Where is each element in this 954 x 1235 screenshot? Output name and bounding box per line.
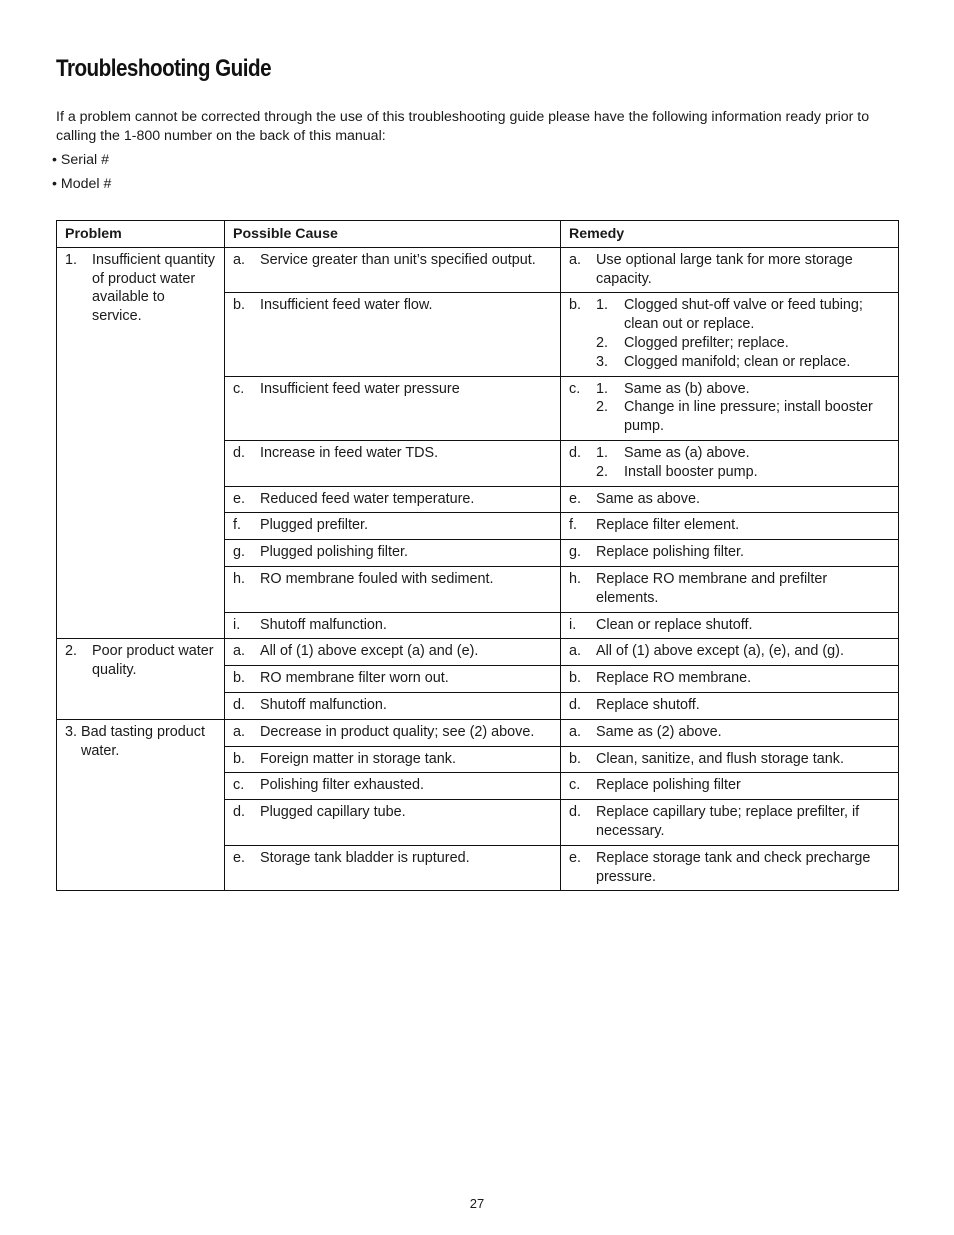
problem-item [65, 642, 216, 680]
remedy-item [569, 669, 890, 688]
cause-item [233, 803, 552, 822]
remedy-cell [561, 692, 899, 719]
remedy-sublist [596, 380, 890, 436]
problem-cell [57, 719, 225, 891]
header-remedy: Remedy [561, 221, 899, 248]
problem-item [65, 251, 216, 326]
cause-item [233, 723, 552, 742]
remedy-text: Same as (2) above. [596, 723, 722, 740]
remedy-cell [561, 746, 899, 773]
bullet-model: • Model # [52, 176, 112, 192]
problem-cell [57, 247, 225, 639]
remedy-item [569, 723, 890, 742]
problem-number: 2. [65, 643, 78, 660]
cause-text: Shutoff malfunction. [260, 696, 387, 713]
remedy-letter: d. [569, 804, 582, 821]
problem-number: 1. [65, 251, 78, 268]
remedy-text: Replace filter element. [596, 517, 740, 534]
remedy-item [569, 516, 890, 535]
table-row [57, 247, 899, 293]
cause-cell [225, 800, 561, 846]
bullet-serial: • Serial # [52, 152, 110, 168]
cause-cell [225, 247, 561, 293]
remedy-item [569, 776, 890, 795]
remedy-text: Replace RO membrane. [596, 670, 752, 687]
remedy-item [569, 616, 890, 635]
remedy-letter: g. [569, 544, 582, 561]
remedy-letter: d. [569, 444, 582, 461]
cause-text: Foreign matter in storage tank. [260, 750, 456, 767]
remedy-item [569, 490, 890, 509]
cause-cell [225, 746, 561, 773]
cause-text: Shutoff malfunction. [260, 616, 387, 633]
cause-text: Plugged capillary tube. [260, 804, 406, 821]
remedy-subitem [596, 334, 890, 353]
header-possible-cause: Possible Cause [225, 221, 561, 248]
page-title: Troubleshooting Guide [56, 55, 272, 82]
remedy-item [569, 543, 890, 562]
remedy-text: Replace storage tank and check precharge pressure. [596, 849, 871, 885]
cause-item [233, 776, 552, 795]
remedy-subitem [596, 398, 890, 436]
cause-cell [225, 845, 561, 891]
remedy-cell [561, 293, 899, 376]
cause-letter: h. [233, 570, 246, 587]
cause-text: All of (1) above except (a) and (e). [260, 643, 479, 660]
cause-text: Plugged prefilter. [260, 517, 368, 534]
remedy-letter: a. [569, 251, 582, 268]
cause-text: Decrease in product quality; see (2) above. [260, 723, 535, 740]
remedy-item [569, 444, 890, 482]
cause-text: RO membrane filter worn out. [260, 670, 449, 687]
remedy-letter: b. [569, 750, 582, 767]
cause-text: Insufficient feed water flow. [260, 297, 433, 314]
remedy-text: Use optional large tank for more storage capacity. [596, 251, 853, 287]
remedy-subnumber: 2. [596, 399, 609, 416]
cause-letter: b. [233, 297, 246, 314]
cause-item [233, 849, 552, 868]
cause-letter: c. [233, 777, 245, 794]
cause-text: Increase in feed water TDS. [260, 444, 439, 461]
cause-letter: i. [233, 616, 241, 633]
cause-item [233, 444, 552, 463]
remedy-item [569, 296, 890, 371]
remedy-cell [561, 376, 899, 440]
table-body [57, 247, 899, 891]
remedy-cell [561, 440, 899, 486]
remedy-item [569, 849, 890, 887]
remedy-item [569, 251, 890, 289]
cause-letter: g. [233, 544, 246, 561]
cause-cell [225, 440, 561, 486]
cause-letter: e. [233, 849, 246, 866]
remedy-text: All of (1) above except (a), (e), and (g). [596, 643, 844, 660]
cause-letter: f. [233, 517, 241, 534]
remedy-subitem [596, 463, 890, 482]
remedy-cell [561, 612, 899, 639]
problem-text: Poor product water quality. [92, 643, 214, 679]
remedy-text: Replace capillary tube; replace prefilter, if necessary. [596, 804, 860, 839]
cause-letter: e. [233, 490, 246, 507]
remedy-letter: a. [569, 723, 582, 740]
remedy-item [569, 642, 890, 661]
cause-text: Polishing filter exhausted. [260, 777, 424, 794]
remedy-text: Same as above. [596, 490, 700, 507]
cause-item [233, 516, 552, 535]
remedy-subnumber: 1. [596, 444, 609, 461]
remedy-letter: i. [569, 616, 577, 633]
cause-item [233, 490, 552, 509]
remedy-text: Clean or replace shutoff. [596, 616, 753, 633]
cause-item [233, 696, 552, 715]
remedy-subitem [596, 353, 890, 372]
cause-text: Service greater than unit’s specified output. [260, 251, 536, 268]
cause-letter: a. [233, 251, 246, 268]
cause-letter: b. [233, 750, 246, 767]
problem-text: 3. Bad tasting product water. [65, 723, 205, 759]
cause-item [233, 570, 552, 589]
cause-letter: a. [233, 723, 246, 740]
remedy-cell [561, 486, 899, 513]
cause-cell [225, 612, 561, 639]
remedy-text: Replace polishing filter. [596, 544, 744, 561]
page-number: 27 [469, 1196, 485, 1211]
remedy-subtext: Change in line pressure; install booster pump. [624, 399, 873, 435]
cause-cell [225, 773, 561, 800]
remedy-letter: f. [569, 517, 577, 534]
table-row [57, 639, 899, 666]
cause-letter: d. [233, 804, 246, 821]
cause-letter: d. [233, 696, 246, 713]
table-row [57, 719, 899, 746]
remedy-text: Replace shutoff. [596, 696, 700, 713]
cause-item [233, 296, 552, 315]
cause-item [233, 616, 552, 635]
remedy-subnumber: 3. [596, 353, 609, 370]
cause-cell [225, 639, 561, 666]
remedy-cell [561, 513, 899, 540]
cause-cell [225, 666, 561, 693]
remedy-text: Replace RO membrane and prefilter elements. [596, 570, 828, 606]
remedy-letter: h. [569, 570, 582, 587]
cause-letter: b. [233, 670, 246, 687]
remedy-subnumber: 2. [596, 463, 609, 480]
cause-cell [225, 692, 561, 719]
remedy-subtext: Clogged manifold; clean or replace. [624, 353, 851, 370]
cause-cell [225, 486, 561, 513]
remedy-sublist [596, 444, 890, 482]
remedy-cell [561, 247, 899, 293]
remedy-cell [561, 639, 899, 666]
cause-cell [225, 513, 561, 540]
remedy-letter: c. [569, 380, 581, 397]
remedy-subtext: Same as (a) above. [624, 444, 750, 461]
cause-item [233, 642, 552, 661]
remedy-subitem [596, 380, 890, 399]
cause-item [233, 669, 552, 688]
cause-item [233, 251, 552, 270]
remedy-text: Clean, sanitize, and flush storage tank. [596, 750, 844, 767]
remedy-subtext: Clogged prefilter; replace. [624, 334, 789, 351]
remedy-letter: c. [569, 777, 581, 794]
remedy-item [569, 696, 890, 715]
cause-letter: c. [233, 380, 245, 397]
remedy-cell [561, 666, 899, 693]
problem-cell [57, 639, 225, 719]
remedy-subitem [596, 296, 890, 334]
remedy-cell [561, 566, 899, 612]
remedy-subnumber: 2. [596, 334, 609, 351]
problem-text: Insufficient quantity of product water available to service. [92, 251, 215, 325]
cause-text: Plugged polishing filter. [260, 544, 409, 561]
remedy-letter: e. [569, 490, 582, 507]
remedy-letter: d. [569, 696, 582, 713]
cause-item [233, 380, 552, 399]
cause-text: Storage tank bladder is ruptured. [260, 849, 470, 866]
header-problem: Problem [57, 221, 225, 248]
remedy-item [569, 803, 890, 841]
cause-letter: d. [233, 444, 246, 461]
remedy-cell [561, 773, 899, 800]
remedy-letter: a. [569, 643, 582, 660]
remedy-subnumber: 1. [596, 297, 609, 314]
remedy-sublist [596, 296, 890, 371]
remedy-cell [561, 719, 899, 746]
cause-cell [225, 376, 561, 440]
remedy-subtext: Install booster pump. [624, 463, 758, 480]
remedy-subtext: Same as (b) above. [624, 380, 750, 397]
cause-text: Insufficient feed water pressure [260, 380, 460, 397]
remedy-letter: e. [569, 849, 582, 866]
cause-cell [225, 566, 561, 612]
remedy-cell [561, 540, 899, 567]
intro-paragraph: If a problem cannot be corrected through the use of this troubleshooting guide please have the following information ready prior to calling the 1-800 number on the back of this manual: [56, 109, 870, 144]
cause-cell [225, 719, 561, 746]
cause-text: RO membrane fouled with sediment. [260, 570, 494, 587]
cause-text: Reduced feed water temperature. [260, 490, 475, 507]
remedy-text: Replace polishing filter [596, 777, 741, 794]
remedy-subtext: Clogged shut-off valve or feed tubing; clean out or replace. [624, 297, 863, 333]
remedy-cell [561, 800, 899, 846]
remedy-letter: b. [569, 670, 582, 687]
cause-letter: a. [233, 643, 246, 660]
cause-cell [225, 540, 561, 567]
remedy-cell [561, 845, 899, 891]
table-header-row [57, 221, 899, 248]
remedy-item [569, 380, 890, 436]
remedy-item [569, 750, 890, 769]
cause-item [233, 543, 552, 562]
remedy-subnumber: 1. [596, 380, 609, 397]
troubleshooting-table [56, 220, 899, 891]
remedy-letter: b. [569, 297, 582, 314]
remedy-item [569, 570, 890, 608]
cause-cell [225, 293, 561, 376]
remedy-subitem [596, 444, 890, 463]
cause-item [233, 750, 552, 769]
